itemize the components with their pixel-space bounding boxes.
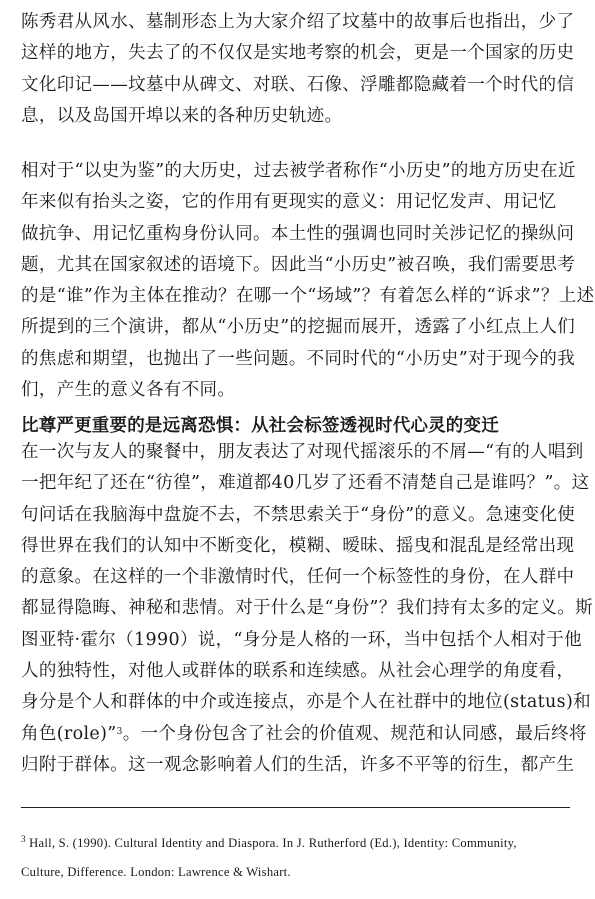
text-line: 的是“谁”作为主体在推动？在哪一个“场域”？有着怎么样的“诉求”？上述 [21, 286, 595, 307]
text-line: 一把年纪了还在“彷徨”，难道都40几岁了还看不清楚自己是谁吗？”。这 [21, 473, 590, 494]
text-line: 做抗争、用记忆重构身份认同。本土性的强调也同时关涉记忆的操纵问 [21, 223, 575, 244]
text-line: 身分是个人和群体的中介或连接点，亦是个人在社群中的地位(status)和 [21, 692, 591, 713]
text-line [21, 719, 587, 750]
paragraph-identity [21, 437, 593, 781]
footnote-divider [21, 807, 570, 808]
text-line: 句问话在我脑海中盘旋不去，不禁思索关于“身份”的意义。急速变化使 [21, 504, 576, 525]
text-line: 们，产生的意义各有不同。 [21, 380, 236, 401]
text-line: 题，尤其在国家叙述的语境下。因此当“小历史”被召唤，我们需要思考 [21, 254, 576, 275]
text-line: 所提到的三个演讲，都从“小历史”的挖掘而展开，透露了小红点上人们 [21, 317, 576, 338]
section-heading: 比尊严更重要的是远离恐惧：从社会标签透视时代心灵的变迁 [21, 416, 499, 436]
text-line: 图亚特·霍尔（1990）说，“身分是人格的一环，当中包括个人相对于他 [21, 629, 582, 650]
text-line: 文化印记——坟墓中从碑文、对联、石像、浮雕都隐藏着一个时代的信 [21, 74, 575, 95]
text-line: 得世界在我们的认知中不断变化，模糊、暧昧、摇曳和混乱是经常出现 [21, 535, 575, 556]
text-line: 都显得隐晦、神秘和悲情。对于什么是“身份”？我们持有太多的定义。斯 [21, 598, 593, 619]
text-line: 这样的地方，失去了的不仅仅是实地考察的机会，更是一个国家的历史 [21, 43, 575, 64]
text-line: 相对于“以史为鉴”的大历史，过去被学者称作“小历史”的地方历史在近 [21, 161, 576, 181]
text-line: 归附于群体。这一观念影响着人们的生活，许多不平等的衍生，都产生 [21, 754, 575, 775]
text-line: 陈秀君从风水、墓制形态上为大家介绍了坟墓中的故事后也指出，少了 [21, 12, 575, 32]
text-fragment: 角色(role)” [21, 723, 117, 744]
text-line: 的焦虑和期望，也抛出了一些问题。不同时代的“小历史”对于现今的我 [21, 348, 576, 369]
footnote-text: Hall, S. (1990). Cultural Identity and Diaspora. In J. Rutherford (Ed.), Identity: Community, [29, 836, 517, 850]
paragraph-feng-shui [21, 7, 576, 132]
text-line: 年来似有抬头之姿，它的作用有更现实的意义：用记忆发声、用记忆 [21, 192, 557, 213]
text-line: 人的独特性，对他人或群体的联系和连续感。从社会心理学的角度看， [21, 661, 575, 682]
footnote-reference[interactable]: 3 [116, 726, 123, 737]
paragraph-small-history [21, 156, 595, 406]
text-line: 的意象。在这样的一个非激情时代，任何一个标签性的身份，在人群中 [21, 567, 575, 588]
footnote-marker: 3 [21, 834, 26, 844]
footnote [21, 829, 576, 887]
text-fragment: 。一个身份包含了社会的价值观、规范和认同感，最后终将 [122, 723, 587, 744]
text-line: 在一次与友人的聚餐中，朋友表达了对现代摇滚乐的不屑—“有的人唱到 [21, 442, 584, 462]
footnote-line [21, 829, 576, 858]
footnote-line: Culture, Difference. London: Lawrence & Wishart. [21, 865, 291, 879]
text-line: 息，以及岛国开埠以来的各种历史轨迹。 [21, 105, 343, 126]
